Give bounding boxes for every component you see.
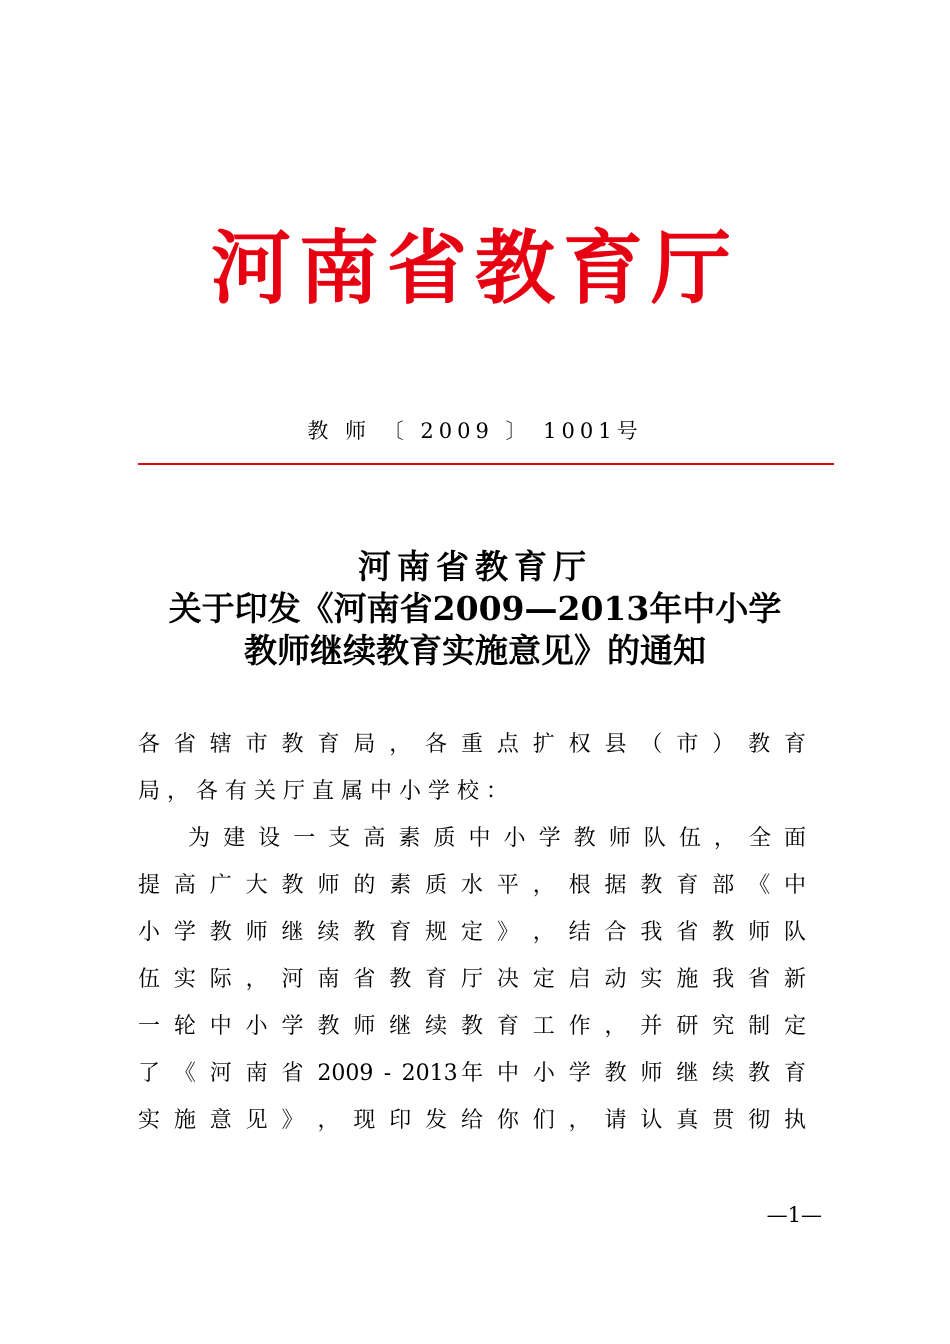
body-line: 局 ， 各 有 关 厅 直 属 中 小 学 校 ： (138, 779, 508, 804)
body-line: 了 《 河 南 省 2009 - 2013年 中 小 学 教 师 继 续 教 育 (138, 1061, 806, 1086)
title-line-3: 教师继续教育实施意见》的通知 (244, 631, 706, 670)
body-line: 提 高 广 大 教 师 的 素 质 水 平 ， 根 据 教 育 部 《 中 (138, 873, 806, 898)
body-line: 小 学 教 师 继 续 教 育 规 定 》 ， 结 合 我 省 教 师 队 (138, 920, 806, 945)
body-line: 实 施 意 见 》 ， 现 印 发 给 你 们 ， 请 认 真 贯 彻 执 (138, 1108, 806, 1133)
body-text (138, 721, 806, 1144)
title-line-2: 关于印发《河南省2009—2013年中小学 (168, 589, 782, 628)
red-divider-line (138, 463, 834, 465)
document-number: 教 师 〔 2009 〕 1001号 (307, 419, 643, 443)
body-line: 一 轮 中 小 学 教 师 继 续 教 育 工 作 ， 并 研 究 制 定 (138, 1014, 806, 1039)
notice-title (0, 546, 950, 672)
title-line-1: 河南省教育厅 (358, 547, 592, 586)
body-line: 为 建 设 一 支 高 素 质 中 小 学 教 师 队 伍 ， 全 面 (138, 826, 806, 851)
page-number: —1— (766, 1203, 822, 1227)
body-line: 伍 实 际 ， 河 南 省 教 育 厅 决 定 启 动 实 施 我 省 新 (138, 967, 806, 992)
body-line: 各 省 辖 市 教 育 局 ， 各 重 点 扩 权 县 （ 市 ） 教 育 (138, 732, 806, 757)
issuer-red-header: 河南省教育厅 (211, 221, 739, 315)
